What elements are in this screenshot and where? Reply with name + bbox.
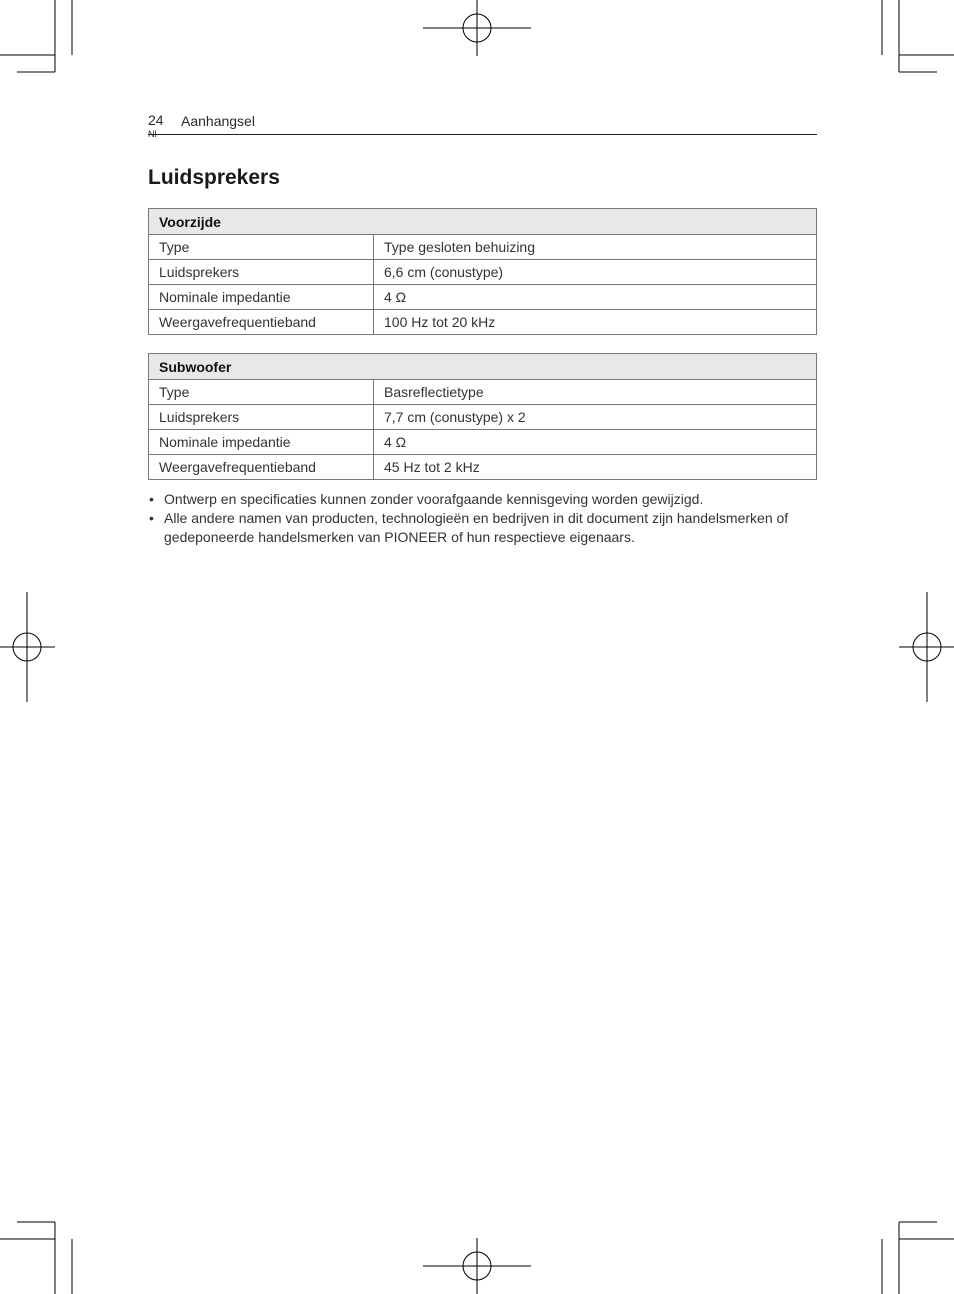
spec-label: Type <box>149 235 374 260</box>
page-title: Luidsprekers <box>148 166 280 189</box>
table-heading: Voorzijde <box>149 209 817 235</box>
language-code: Nl <box>148 129 157 139</box>
spec-value: 45 Hz tot 2 kHz <box>374 455 817 480</box>
spec-label: Nominale impedantie <box>149 285 374 310</box>
list-item <box>148 509 817 547</box>
note-text: Ontwerp en specificaties kunnen zonder voorafgaande kennisgeving worden gewijzigd. <box>164 491 704 507</box>
spec-table-subwoofer <box>148 353 817 480</box>
spec-value: 4 Ω <box>374 430 817 455</box>
notes-list <box>148 490 817 547</box>
spec-value: 6,6 cm (conustype) <box>374 260 817 285</box>
list-item <box>148 490 817 509</box>
bullet-icon: • <box>149 491 154 507</box>
spec-label: Luidsprekers <box>149 260 374 285</box>
spec-value: 100 Hz tot 20 kHz <box>374 310 817 335</box>
spec-label: Luidsprekers <box>149 405 374 430</box>
header-rule <box>148 134 817 135</box>
spec-label: Nominale impedantie <box>149 430 374 455</box>
spec-value: Type gesloten behuizing <box>374 235 817 260</box>
spec-table-front <box>148 208 817 335</box>
table-heading: Subwoofer <box>149 354 817 380</box>
bullet-icon: • <box>149 510 154 526</box>
spec-value: 4 Ω <box>374 285 817 310</box>
page-header <box>148 112 817 142</box>
spec-value: 7,7 cm (conustype) x 2 <box>374 405 817 430</box>
page-number: 24 <box>148 112 164 128</box>
table-row <box>149 260 817 285</box>
section-title: Aanhangsel <box>181 113 255 129</box>
table-row <box>149 235 817 260</box>
table-row <box>149 405 817 430</box>
table-row <box>149 430 817 455</box>
table-row <box>149 455 817 480</box>
spec-value: Basreflectietype <box>374 380 817 405</box>
spec-label: Type <box>149 380 374 405</box>
table-row <box>149 310 817 335</box>
table-row <box>149 380 817 405</box>
table-row <box>149 285 817 310</box>
spec-label: Weergavefrequentieband <box>149 310 374 335</box>
note-text: Alle andere namen van producten, technologieën en bedrijven in dit document zijn handelsmerken of gedeponeerde handelsmerken van PIONEER of hun respectieve eigenaars. <box>164 510 789 545</box>
spec-label: Weergavefrequentieband <box>149 455 374 480</box>
